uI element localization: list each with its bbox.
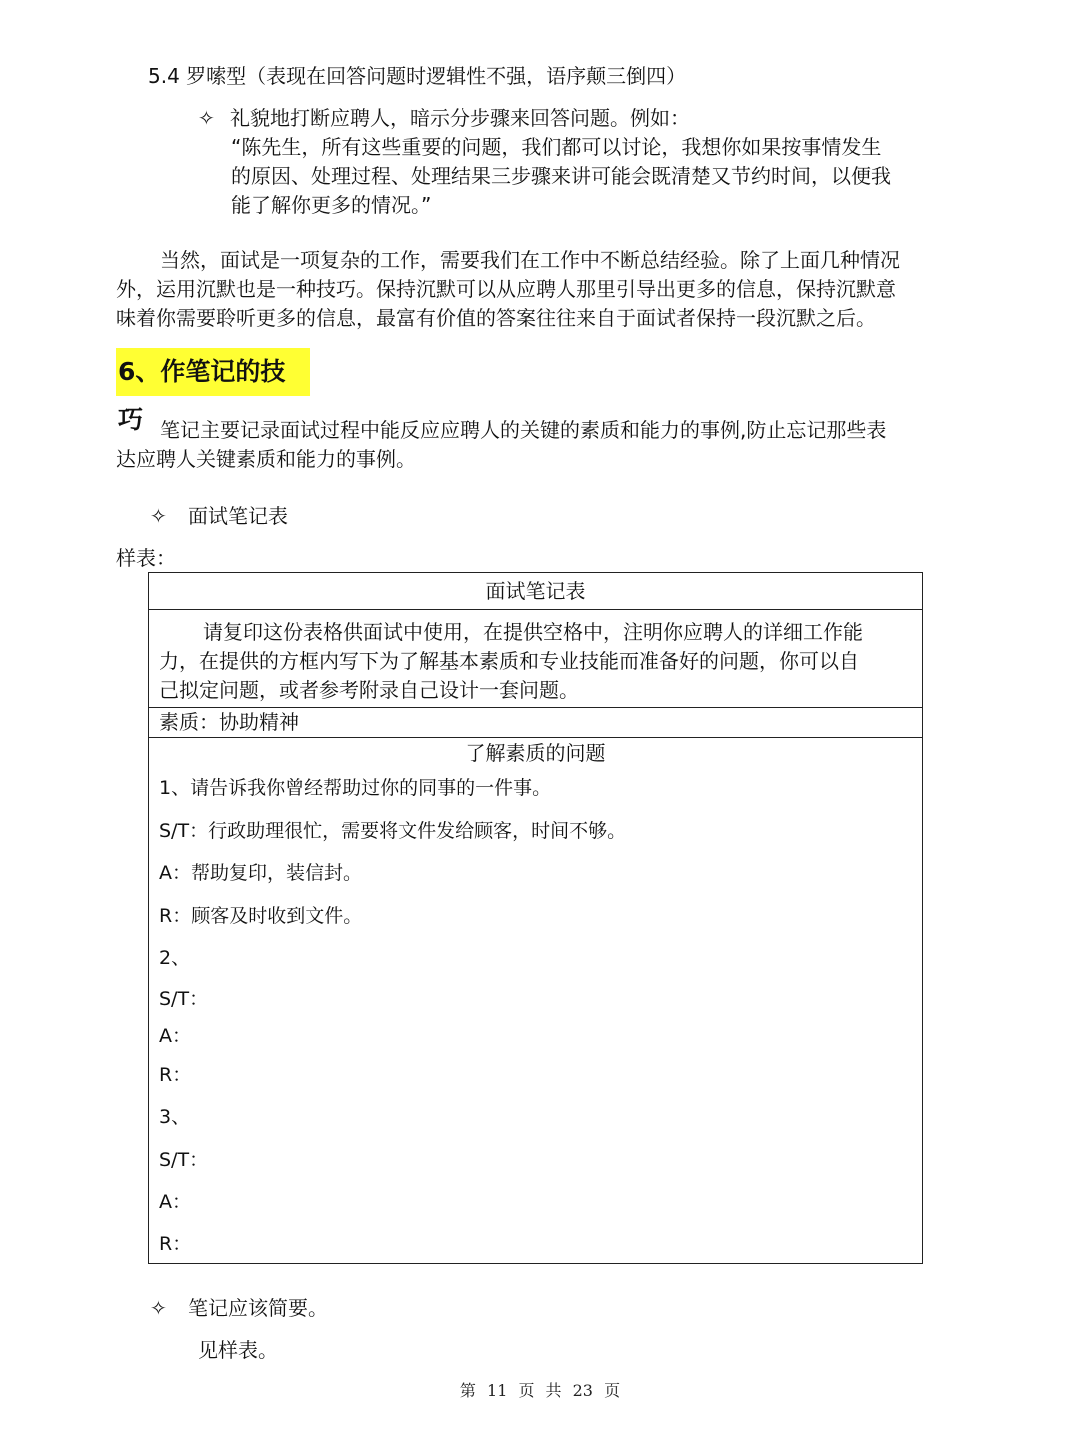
question-line: S/T： <box>159 988 209 1010</box>
quote-line: 能了解你更多的情况。” <box>231 193 432 217</box>
question-line: 2、 <box>159 947 191 969</box>
quality-label: 素质：协助精神 <box>159 710 299 734</box>
summary-line: 味着你需要聆听更多的信息，最富有价值的答案往往来自于面试者保持一段沉默之后。 <box>116 306 876 330</box>
intro-line: 达应聘人关键素质和能力的事例。 <box>116 447 416 471</box>
bullet-text: 礼貌地打断应聘人，暗示分步骤来回答问题。例如： <box>230 106 690 130</box>
bullet-text: 面试笔记表 <box>188 504 288 528</box>
bullet-item-notes-form <box>150 502 288 531</box>
instruction-line: 己拟定问题，或者参考附录自己设计一套问题。 <box>159 678 579 702</box>
questions-header: 了解素质的问题 <box>465 741 606 765</box>
question-line: 1、请告诉我你曾经帮助过你的同事的一件事。 <box>159 777 552 799</box>
section-6-heading: 6、作笔记的技巧 <box>116 348 310 396</box>
question-line: R： <box>159 1233 192 1255</box>
diamond-bullet-icon: ✧ <box>150 1296 167 1320</box>
page-footer: 第 11 页 共 23 页 <box>459 1381 621 1400</box>
sample-label: 样表： <box>116 546 176 570</box>
diamond-bullet-icon: ✧ <box>150 504 167 528</box>
table-quality-row <box>149 707 922 738</box>
question-line: A：帮助复印，装信封。 <box>159 862 362 884</box>
table-questions-cell <box>149 737 922 1263</box>
table-title: 面试笔记表 <box>485 579 586 603</box>
question-line: R：顾客及时收到文件。 <box>159 905 363 927</box>
see-sample-text: 见样表。 <box>198 1338 278 1362</box>
question-line: 3、 <box>159 1106 191 1128</box>
section-5-4-title: 5.4 罗嗦型（表现在回答问题时逻辑性不强，语序颠三倒四） <box>148 64 687 88</box>
question-line: R： <box>159 1064 192 1086</box>
intro-line: 笔记主要记录面试过程中能反应应聘人的关键的素质和能力的事例,防止忘记那些表 <box>160 418 887 442</box>
quote-line: 的原因、处理过程、处理结果三步骤来讲可能会既清楚又节约时间，以便我 <box>231 164 891 188</box>
quote-block <box>231 133 961 220</box>
bullet-item <box>198 104 690 133</box>
diamond-bullet-icon: ✧ <box>198 106 215 130</box>
bullet-text: 笔记应该简要。 <box>188 1296 328 1320</box>
bullet-item-brief-notes <box>150 1294 328 1323</box>
question-line: S/T： <box>159 1149 209 1171</box>
instruction-line: 力，在提供的方框内写下为了解基本素质和专业技能而准备好的问题，你可以自 <box>159 649 859 673</box>
question-line: A： <box>159 1025 191 1047</box>
table-title-row <box>149 573 922 609</box>
question-line: S/T：行政助理很忙，需要将文件发给顾客，时间不够。 <box>159 820 627 842</box>
question-line: A： <box>159 1191 191 1213</box>
quote-line: “陈先生，所有这些重要的问题，我们都可以讨论，我想你如果按事情发生 <box>231 135 882 159</box>
table-instructions-row <box>149 609 922 707</box>
summary-line: 当然，面试是一项复杂的工作，需要我们在工作中不断总结经验。除了上面几种情况 <box>160 248 900 272</box>
summary-line: 外，运用沉默也是一种技巧。保持沉默可以从应聘人那里引导出更多的信息，保持沉默意 <box>116 277 896 301</box>
interview-notes-table <box>148 572 923 1264</box>
summary-paragraph <box>116 246 966 333</box>
instruction-line: 请复印这份表格供面试中使用，在提供空格中，注明你应聘人的详细工作能 <box>203 620 863 644</box>
notes-intro-paragraph <box>116 416 966 474</box>
